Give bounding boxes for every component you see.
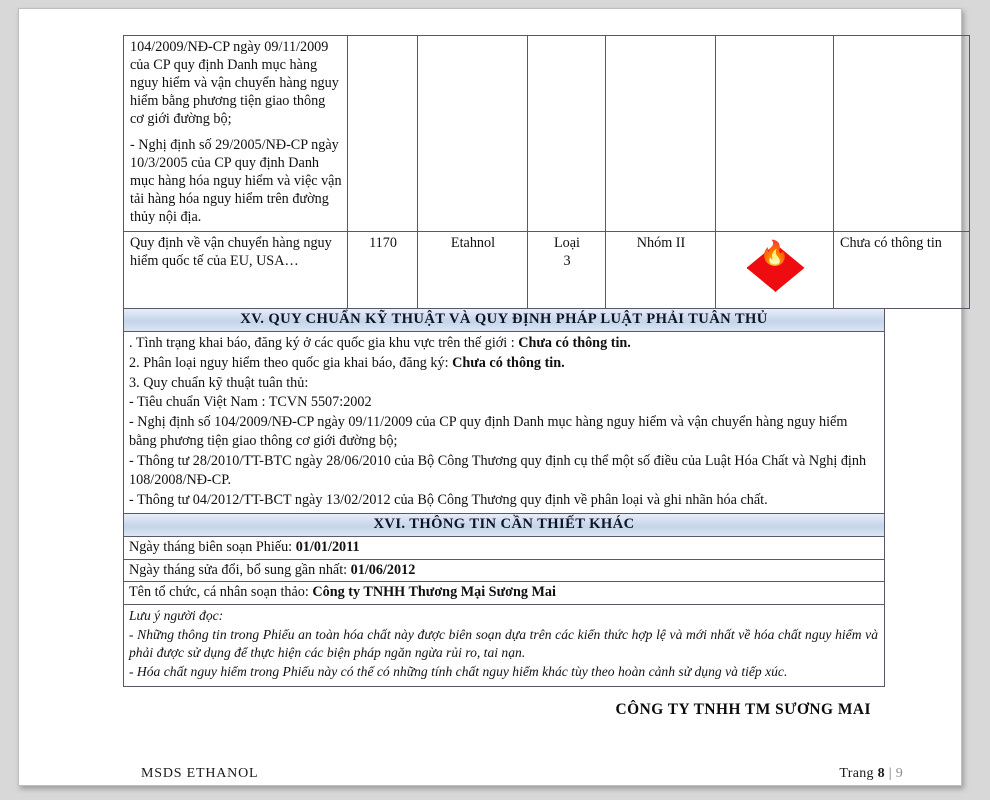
note-line-1: - Những thông tin trong Phiếu an toàn hóa chất này được biên soạn dựa trên các kiến thức hợp lệ và mới nhất về hóa chất nguy hiểm và phải được sử dụng để thực hiện các biện pháp ngăn ngừa rủi ro, tai nạn.: [129, 627, 878, 661]
cell-pictogram: [716, 231, 834, 308]
cell-regulation: [124, 36, 348, 232]
section-xv-body: [123, 332, 885, 514]
footer-document-title: MSDS ETHANOL: [141, 766, 259, 781]
flame-icon: 🔥: [759, 240, 790, 267]
cell-shipping-name: Etahnol: [418, 231, 528, 308]
document-page: [18, 8, 962, 786]
regulation-text-line1: 104/2009/NĐ-CP ngày 09/11/2009 của CP quy định Danh mục hàng nguy hiểm và vận chuyển hàng nguy hiểm bằng phương tiện giao thông cơ giới đường bộ;: [130, 39, 339, 127]
xvi-row-prepared-date: [123, 537, 885, 560]
note-line-2: - Hóa chất nguy hiểm trong Phiếu này có thể có những tính chất nguy hiểm khác tùy theo hoàn cảnh sử dụng và tiếp xúc.: [129, 664, 788, 680]
cell-shipping-name: [418, 36, 528, 232]
prepared-date-label: Ngày tháng biên soạn Phiếu:: [129, 538, 296, 555]
cell-un-number: [348, 36, 418, 232]
table-row: [124, 231, 970, 308]
cell-pictogram: [716, 36, 834, 232]
note-title: Lưu ý người đọc:: [129, 608, 224, 624]
revised-date-label: Ngày tháng sửa đổi, bổ sung gần nhất:: [129, 561, 351, 578]
page-label: Trang: [839, 766, 878, 781]
page-current: 8: [877, 766, 885, 781]
hazard-class-line1: Loại: [554, 234, 580, 251]
xv-item-1-value: Chưa có thông tin.: [518, 334, 631, 351]
author-label: Tên tổ chức, cá nhân soạn thảo:: [129, 584, 313, 601]
xv-item-2: [129, 354, 878, 373]
xvi-row-revised-date: [123, 560, 885, 583]
xv-item-2-label: 2. Phân loại nguy hiểm theo quốc gia khai báo, đăng ký:: [129, 354, 453, 371]
cell-packing-group: Nhóm II: [606, 231, 716, 308]
revised-date-value: 01/06/2012: [350, 561, 416, 578]
hazard-class-line2: 3: [563, 252, 571, 269]
page-footer: [123, 766, 903, 782]
regulation-text-line2: - Nghị định số 29/2005/NĐ-CP ngày 10/3/2005 của CP quy định Danh mục hàng hóa nguy hiểm và việc vận tải hàng hóa nguy hiểm trên đường thủy nội địa.: [130, 137, 342, 226]
xv-item-2-value: Chưa có thông tin.: [452, 354, 565, 371]
xv-item-1: [129, 334, 878, 353]
xv-item-5: - Nghị định số 104/2009/NĐ-CP ngày 09/11/2009 của CP quy định Danh mục hàng nguy hiểm và vận chuyển hàng nguy hiểm bằng phương tiện giao thông cơ giới đường bộ;: [129, 414, 848, 450]
section-heading-xvi: XVI. THÔNG TIN CẦN THIẾT KHÁC: [123, 514, 885, 537]
xvi-row-author: [123, 582, 885, 605]
xv-item-6: - Thông tư 28/2010/TT-BTC ngày 28/06/2010 của Bộ Công Thương quy định cụ thể một số điều của Luật Hóa Chất và Nghị định 108/2008/NĐ-CP.: [129, 453, 867, 488]
table-row: [124, 36, 970, 232]
page-total: 9: [895, 766, 903, 781]
company-signature: CÔNG TY TNHH TM SƯƠNG MAI: [615, 701, 871, 719]
reader-note-block: [123, 605, 885, 687]
cell-packing-group: [606, 36, 716, 232]
cell-regulation: Quy định về vận chuyển hàng nguy hiểm quốc tế của EU, USA…: [124, 231, 348, 308]
cell-other-info: [834, 36, 970, 232]
xv-item-7: - Thông tư 04/2012/TT-BCT ngày 13/02/2012 của Bộ Công Thương quy định về phân loại và ghi nhãn hóa chất.: [129, 491, 768, 508]
transport-regulation-table: [123, 35, 970, 309]
cell-hazard-class: [528, 231, 606, 308]
prepared-date-value: 01/01/2011: [295, 538, 360, 555]
cell-hazard-class: [528, 36, 606, 232]
footer-page-number: [839, 766, 903, 782]
page-separator: |: [884, 766, 896, 781]
xv-item-3: 3. Quy chuẩn kỹ thuật tuân thủ:: [129, 374, 309, 391]
xv-item-1-label: . Tình trạng khai báo, đăng ký ở các quốc gia khu vực trên thế giới :: [129, 334, 519, 351]
cell-un-number: 1170: [348, 231, 418, 308]
document-content: [123, 35, 942, 719]
section-heading-xv: XV. QUY CHUẨN KỸ THUẬT VÀ QUY ĐỊNH PHÁP LUẬT PHẢI TUÂN THỦ: [123, 309, 885, 332]
xv-item-4: - Tiêu chuẩn Việt Nam : TCVN 5507:2002: [129, 394, 372, 411]
author-value: Công ty TNHH Thương Mại Sương Mai: [312, 584, 556, 601]
flammable-liquid-diamond-icon: [742, 236, 808, 298]
cell-other-info: Chưa có thông tin: [834, 231, 970, 308]
